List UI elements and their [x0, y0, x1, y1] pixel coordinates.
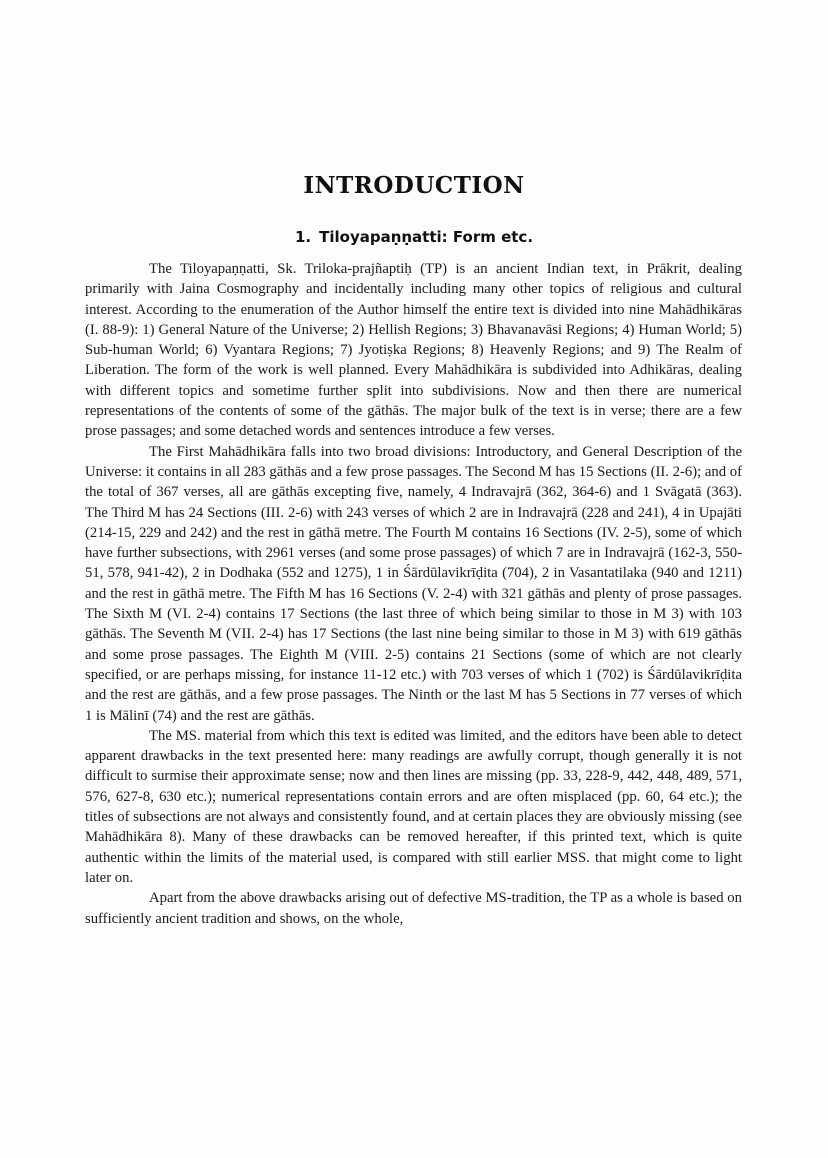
page-title: INTRODUCTION [303, 172, 525, 199]
section-title: Tiloyapaṇṇatti: Form etc. [319, 228, 534, 246]
paragraph: The Tiloyapaṇṇatti, Sk. Triloka-prajñaptiḥ (TP) is an ancient Indian text, in Prākrit, dealing primarily with Jaina Cosmography and incidentally including many other topics of religious and cultural interest. According to the enumeration of the Author himself the entire text is divided into nine Mahādhikāras (I. 88-9): 1) General Nature of the Universe; 2) Hellish Regions; 3) Bhavanavāsi Regions; 4) Human World; 5) Sub-human World; 6) Vyantara Regions; 7) Jyotiṣka Regions; 8) Heavenly Regions; and 9) The Realm of Liberation. The form of the work is well planned. Every Mahādhikāra is subdivided into Adhikāras, dealing with different topics and sometime further split into subdivisions. Now and then there are numerical representations of the contents of some of the gāthās. The major bulk of the text is in verse; there are a few prose passages; and some detached words and sentences introduce a few verses. [85, 261, 742, 440]
body-text [85, 259, 742, 929]
paragraph: The First Mahādhikāra falls into two broad divisions: Introductory, and General Description of the Universe: it contains in all 283 gāthās and a few prose passages. The Second M has 15 Sections (II. 2-6); and of the total of 367 verses, all are gāthās excepting five, namely, 4 Indravajrā (362, 364-6) and 1 Svāgatā (363). The Third M has 24 Sections (III. 2-6) with 243 verses of which 2 are in Indravajrā (228 and 241), 4 in Upajāti (214-15, 229 and 242) and the rest in gāthā metre. The Fourth M contains 16 Sections (IV. 2-5), some of which have further subsections, with 2961 verses (and some prose passages) of which 7 are in Indravajrā (162-3, 550-51, 578, 941-42), 2 in Dodhaka (552 and 1275), 1 in Śārdūlavikrīḍita (704), 2 in Vasantatilaka (940 and 1211) and the rest in gāthā metre. The Fifth M has 16 Sections (V. 2-4) with 321 gāthās and plenty of prose passages. The Sixth M (VI. 2-4) contains 17 Sections (the last three of which being similar to those in M 3) with 103 gāthās. The Seventh M (VII. 2-4) has 17 Sections (the last nine being similar to those in M 3) with 619 gāthās and some prose passages. The Eighth M (VIII. 2-5) contains 21 Sections (some of which are not clearly specified, or are perhaps missing, for instance 11-12 etc.) with 703 verses of which 1 (702) is Śārdūlavikrīḍita and the rest are gāthās, and a few prose passages. The Ninth or the last M has 5 Sections in 77 verses of which 1 is Mālinī (74) and the rest are gāthās. [85, 443, 742, 724]
paragraph: The MS. material from which this text is edited was limited, and the editors have been able to detect apparent drawbacks in the text presented here: many readings are awfully corrupt, though generally it is not difficult to surmise their approximate sense; now and then lines are missing (pp. 33, 228-9, 442, 448, 489, 571, 576, 627-8, 630 etc.); numerical representations contain errors and are often misplaced (pp. 60, 64 etc.); the titles of subsections are not always and consistently found, and at certain places they are obviously missing (see Mahādhikāra 8). Many of these drawbacks can be removed hereafter, if this printed text, which is quite authentic within the limits of the material used, is compared with still earlier MSS. that might come to light later on. [85, 727, 742, 886]
section-heading [0, 228, 828, 246]
paragraph: Apart from the above drawbacks arising out of defective MS-tradition, the TP as a whole is based on sufficiently ancient tradition and shows, on the whole, [85, 890, 742, 927]
section-number: 1. [294, 228, 312, 246]
